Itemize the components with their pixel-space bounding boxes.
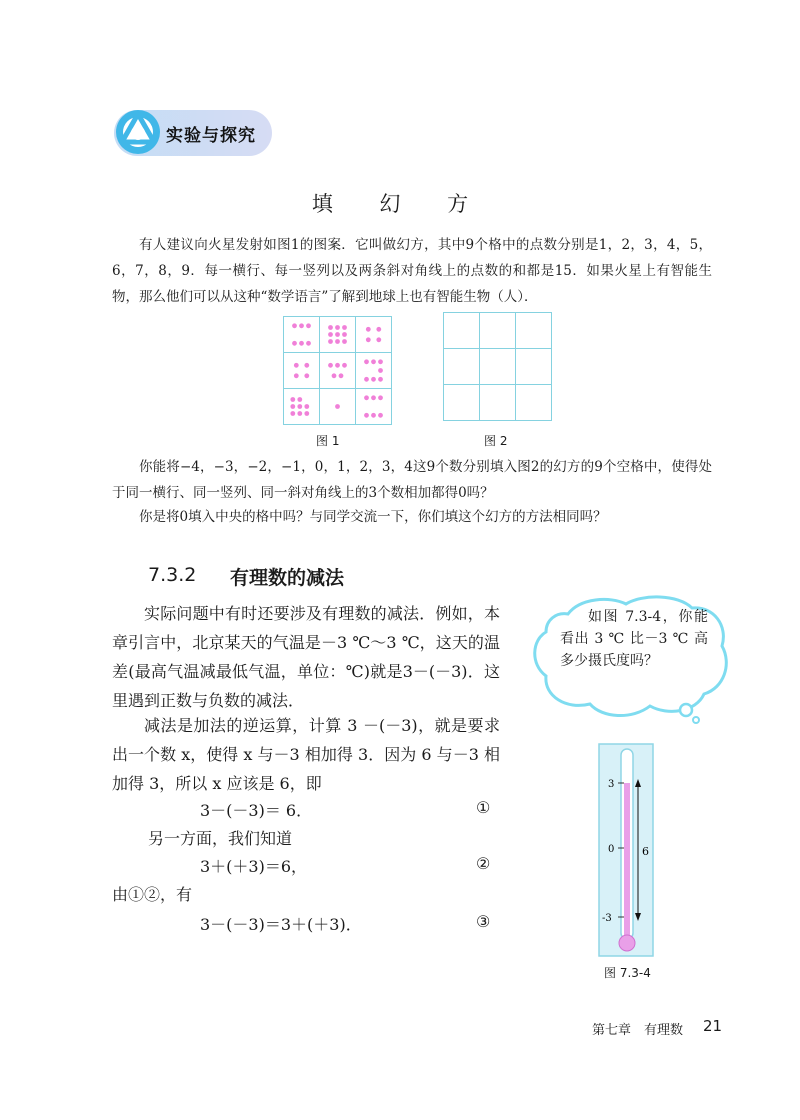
dot (366, 327, 371, 332)
section-title: 有理数的减法 (230, 567, 345, 589)
empty-cell (444, 349, 480, 385)
dot (364, 395, 369, 400)
equation-1-marker: ① (476, 798, 491, 817)
dot (366, 337, 371, 342)
magic-square-dots (283, 316, 392, 425)
page-number: 21 (703, 1017, 723, 1035)
dot (371, 377, 376, 382)
dot (292, 323, 297, 328)
dot (297, 411, 302, 416)
empty-cell (444, 313, 480, 349)
dot (342, 332, 347, 337)
body-line-other-hand: 另一方面，我们知道 (148, 829, 293, 848)
dot (364, 413, 369, 418)
dot (332, 373, 337, 378)
dot (292, 341, 297, 346)
magic-cell (320, 389, 356, 425)
thermo-tick-mid: 0 (608, 844, 615, 855)
equation-3-marker: ③ (476, 912, 491, 931)
dot-pattern-icon (356, 353, 391, 388)
empty-cell (516, 349, 552, 385)
thermo-span-label: 6 (642, 845, 649, 858)
dot (335, 339, 340, 344)
dot (339, 373, 344, 378)
empty-cell (480, 313, 516, 349)
empty-cell (516, 385, 552, 421)
activity-question-1: 你能将−4，−3，−2，−1，0，1，2，3，4这9个数分别填入图2的幻方的9个空格中，使得处于同一横行、同一竖列、同一斜对角线上的3个数相加都得0吗？ (112, 459, 712, 501)
equation-1: 3－(－3)＝ 6． (200, 801, 313, 820)
footer-chapter: 第七章 有理数 (592, 1023, 684, 1038)
figure1-caption: 图 1 (316, 434, 340, 448)
magic-cell (320, 353, 356, 389)
dot (364, 377, 369, 382)
thermo-tick-top: 3 (608, 779, 615, 790)
dot (371, 413, 376, 418)
dot (306, 341, 311, 346)
equation-3: 3－(－3)＝3＋(＋3)． (200, 915, 362, 934)
dot (378, 368, 383, 373)
dot (376, 337, 381, 342)
magic-cell (284, 353, 320, 389)
dot (304, 363, 309, 368)
dot (297, 404, 302, 409)
empty-cell (480, 349, 516, 385)
magic-cell (320, 317, 356, 353)
section-number: 7.3.2 (148, 564, 197, 586)
magic-cell (356, 389, 392, 425)
activity-intro: 有人建议向火星发射如图1的图案．它叫做幻方，其中9个格中的点数分别是1，2，3，4，5，6，7，8，9．每一横行、每一竖列以及两条斜对角线上的点数的和都是15．如果火星上有智能生物，那么他们可以从这种“数学语言”了解到地球上也有智能生物（人）． (112, 237, 712, 305)
empty-cell (516, 313, 552, 349)
dot (297, 397, 302, 402)
dot (304, 373, 309, 378)
dot (290, 404, 295, 409)
dot-pattern-icon (356, 389, 391, 424)
dot (378, 395, 383, 400)
dot-pattern-icon (284, 389, 319, 424)
dot (378, 377, 383, 382)
magic-cell (284, 317, 320, 353)
cloud-question: 如图 7.3-4，你能看出 3 ℃ 比－3 ℃ 高多少摄氏度吗？ (560, 609, 708, 669)
thermometer-figure (598, 743, 654, 957)
dot-pattern-icon (320, 317, 355, 352)
dot-pattern-icon (356, 317, 391, 352)
magic-square-empty (443, 312, 552, 421)
circle-triangle-logo-icon (114, 108, 162, 156)
dot (335, 325, 340, 330)
equation-2-marker: ② (476, 854, 491, 873)
dot (371, 359, 376, 364)
dot (342, 325, 347, 330)
dot-pattern-icon (320, 389, 355, 424)
figure2-caption: 图 2 (484, 434, 508, 448)
dot-pattern-icon (284, 317, 319, 352)
dot-pattern-icon (320, 353, 355, 388)
magic-cell (284, 389, 320, 425)
dot (304, 411, 309, 416)
dot (328, 339, 333, 344)
dot (328, 332, 333, 337)
body-paragraph-2: 减法是加法的逆运算，计算 3 －(－3)，就是要求出一个数 x，使得 x 与－3 相加得 3．因为 6 与－3 相加得 3，所以 x 应该是 6，即 (112, 716, 500, 793)
dot (335, 363, 340, 368)
activity-question-2: 你是将0填入中央的格中吗？与同学交流一下，你们填这个幻方的方法相同吗？ (139, 509, 607, 525)
dot (342, 363, 347, 368)
activity-title: 填 幻 方 (311, 192, 489, 216)
dot (299, 341, 304, 346)
dot (290, 397, 295, 402)
section-tag-label: 实验与探究 (166, 126, 256, 146)
empty-cell (480, 385, 516, 421)
dot (328, 363, 333, 368)
thermo-tick-bottom: -3 (602, 913, 612, 924)
dot (335, 332, 340, 337)
dot (335, 404, 340, 409)
dot (299, 323, 304, 328)
dot (328, 325, 333, 330)
dot (378, 413, 383, 418)
dot-pattern-icon (284, 353, 319, 388)
dot (371, 395, 376, 400)
dot (378, 359, 383, 364)
dot (376, 327, 381, 332)
dot (294, 373, 299, 378)
empty-cell (444, 385, 480, 421)
equation-2: 3＋(＋3)＝6， (200, 857, 308, 876)
dot (290, 411, 295, 416)
body-paragraph-1: 实际问题中有时还要涉及有理数的减法．例如，本章引言中，北京某天的气温是－3 ℃～3 ℃，这天的温差(最高气温减最低气温，单位：℃)就是3－(－3)．这里遇到正数与负数的减法． (112, 604, 500, 710)
dot (304, 404, 309, 409)
magic-cell (356, 317, 392, 353)
dot (294, 363, 299, 368)
dot (342, 339, 347, 344)
magic-cell (356, 353, 392, 389)
figure-7-3-4-caption: 图 7.3-4 (604, 966, 651, 980)
dot (306, 323, 311, 328)
body-line-from: 由①②，有 (112, 885, 193, 904)
dot (364, 359, 369, 364)
